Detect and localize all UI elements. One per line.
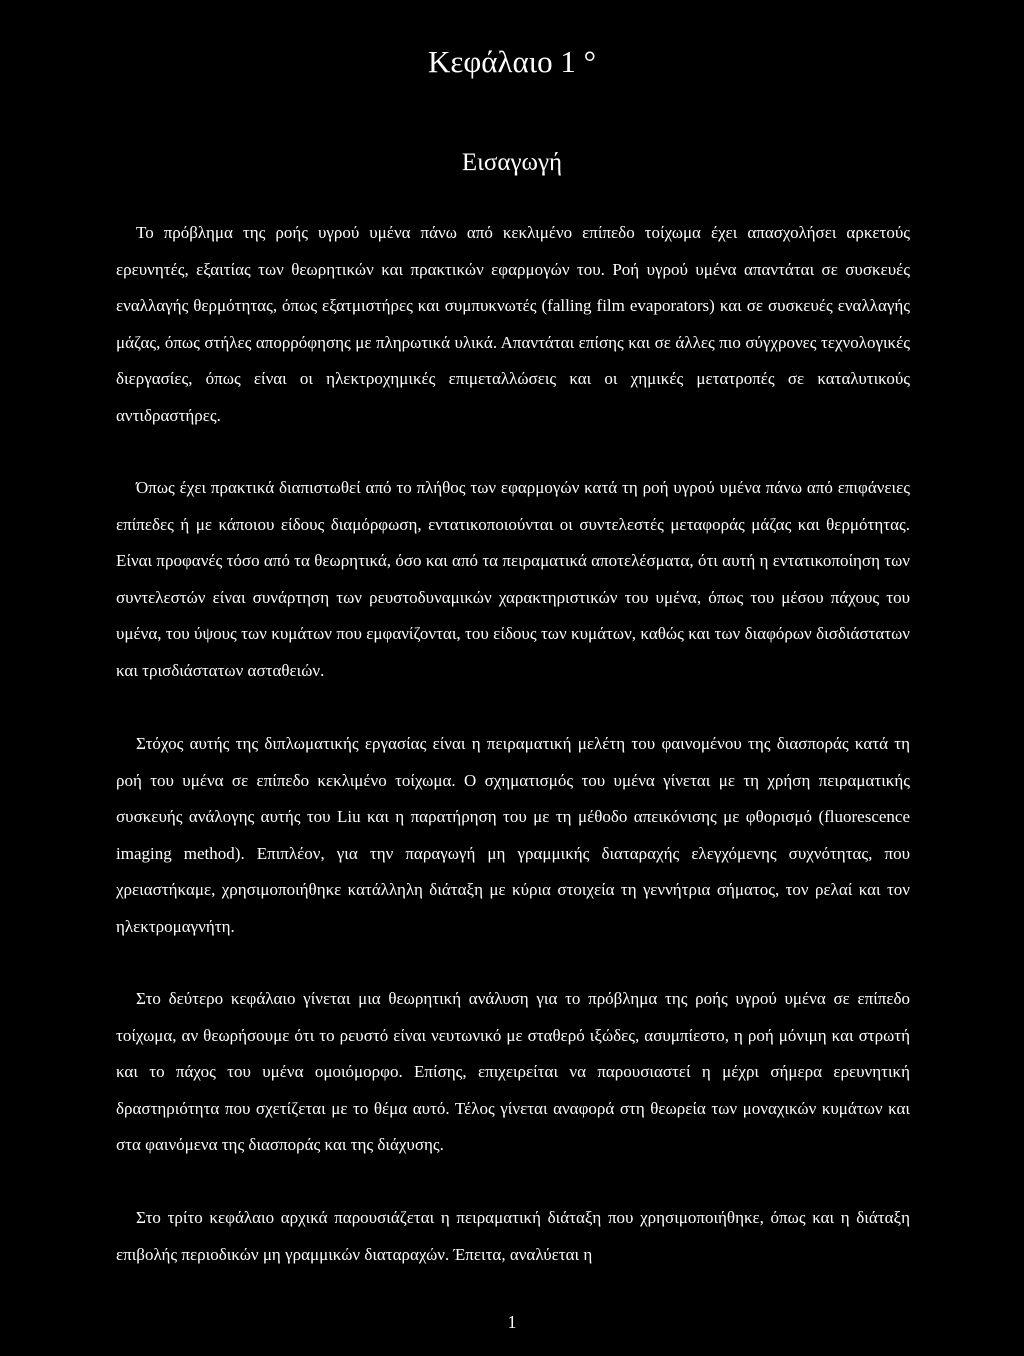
section-title: Εισαγωγή [461,149,563,176]
chapter-title: Κεφάλαιο 1 ° [427,44,597,79]
paragraph-2: Όπως έχει πρακτικά διαπιστωθεί από το πλήθος των εφαρμογών κατά τη ροή υγρού υμένα πάνω από επιφάνειες επίπεδες ή με κάποιου είδους διαμόρφωση, εντατικοποιούνται οι συντελεστές μεταφοράς μάζας και θερμότητας. Είναι προφανές τόσο από τα θεωρητικά, όσο και από τα πειραματικά αποτελέσματα, ότι αυτή η εντατικοποίηση των συντελεστών είναι συνάρτηση των ρευστοδυναμικών χαρακτηριστικών του υμένα, όπως του μέσου πάχους του υμένα, του ύψους των κυμάτων που εμφανίζονται, του είδους των κυμάτων, καθώς και των διαφόρων δισδιάστατων και τρισδιάστατων ασταθειών. [116,478,910,680]
paragraph-5: Στο τρίτο κεφάλαιο αρχικά παρουσιάζεται η πειραματική διάταξη που χρησιμοποιήθηκε, όπως και η διάταξη επιβολής περιοδικών μη γραμμικών διαταραχών. Έπειτα, αναλύεται η [116,1208,910,1264]
paragraph-3: Στόχος αυτής της διπλωματικής εργασίας είναι η πειραματική μελέτη του φαινομένου της διασποράς κατά τη ροή του υμένα σε επίπεδο κεκλιμένο τοίχωμα. Ο σχηματισμός του υμένα γίνεται με τη χρήση πειραματικής συσκευής ανάλογης αυτής του Liu και η παρατήρηση του με τη μέθοδο απεικόνισης με φθορισμό (fluorescence imaging method). Επιπλέον, για την παραγωγή μη γραμμικής διαταραχής ελεγχόμενης συχνότητας, που χρειαστήκαμε, χρησιμοποιήθηκε κατάλληλη διάταξη με κύρια στοιχεία τη γεννήτρια σήματος, τον ρελαί και τον ηλεκτρομαγνήτη. [116,734,910,936]
page-number: 1 [507,1312,517,1332]
paragraph-4: Στο δεύτερο κεφάλαιο γίνεται μια θεωρητική ανάλυση για το πρόβλημα της ροής υγρού υμένα σε επίπεδο τοίχωμα, αν θεωρήσουμε ότι το ρευστό είναι νευτωνικό με σταθερό ιξώδες, ασυμπίεστο, η ροή μόνιμη και στρωτή και το πάχος του υμένα ομοιόμορφο. Επίσης, επιχειρείται να παρουσιαστεί η μέχρι σήμερα ερευνητική δραστηριότητα που σχετίζεται με το θέμα αυτό. Τέλος γίνεται αναφορά στη θεωρεία των μοναχικών κυμάτων και στα φαινόμενα της διασποράς και της διάχυσης. [116,989,910,1154]
paragraph-1: Το πρόβλημα της ροής υγρού υμένα πάνω από κεκλιμένο επίπεδο τοίχωμα έχει απασχολήσει αρκετούς ερευνητές, εξαιτίας των θεωρητικών και πρακτικών εφαρμογών του. Ροή υγρού υμένα απαντάται σε συσκευές εναλλαγής θερμότητας, όπως εξατμιστήρες και συμπυκνωτές (falling film evaporators) και σε συσκευές εναλλαγής μάζας, όπως στήλες απορρόφησης με πληρωτικά υλικά. Απαντάται επίσης και σε άλλες πιο σύγχρονες τεχνολογικές διεργασίες, όπως είναι οι ηλεκτροχημικές επιμεταλλώσεις και οι χημικές μετατροπές σε καταλυτικούς αντιδραστήρες. [116,223,910,425]
